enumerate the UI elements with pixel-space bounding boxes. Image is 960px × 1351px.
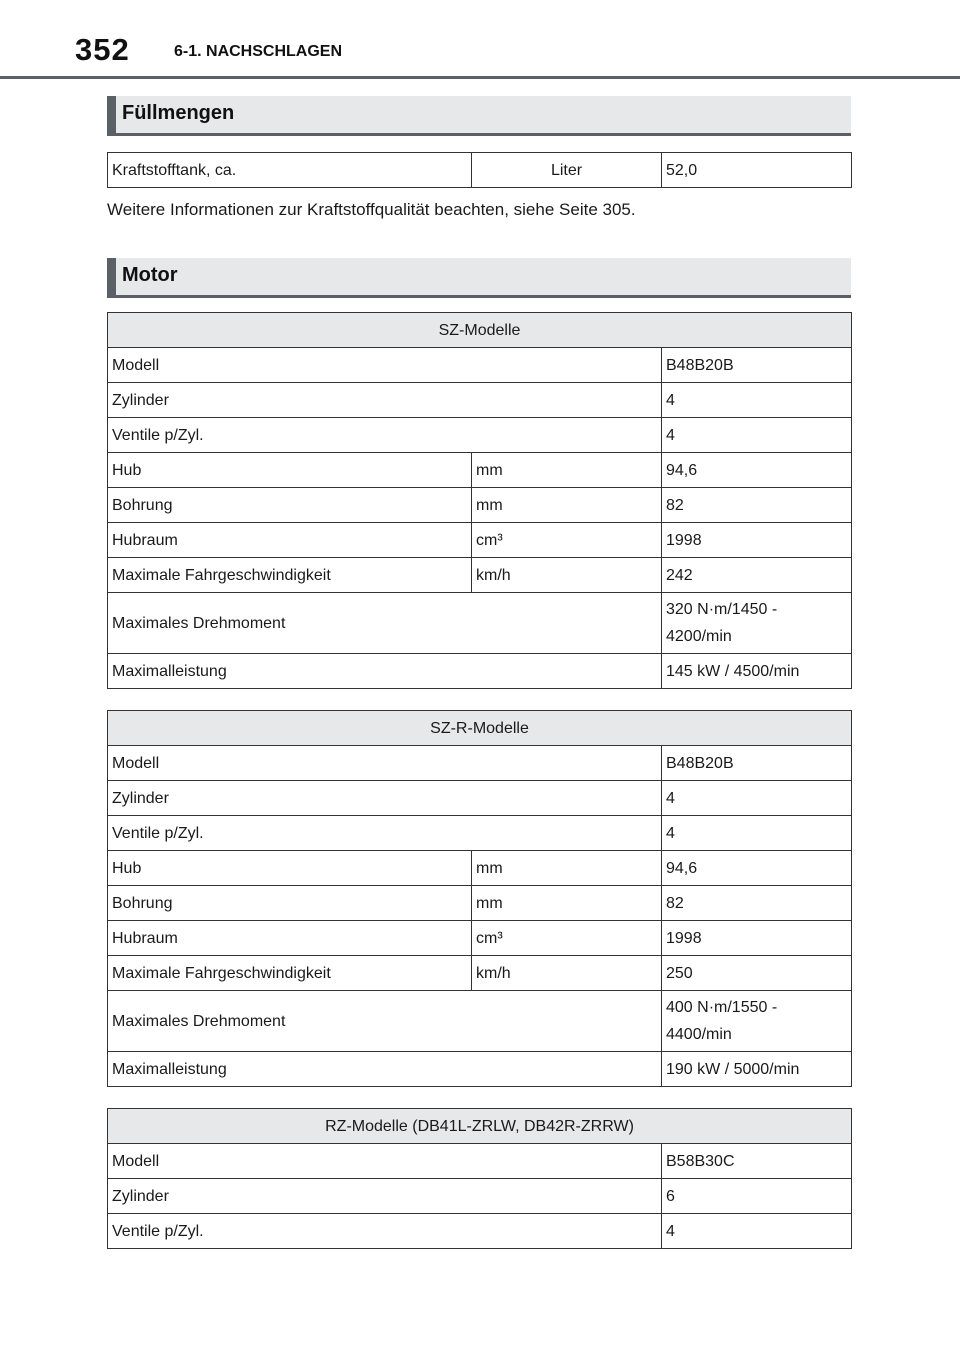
table-row <box>108 1144 852 1179</box>
row-label: Maximales Drehmoment <box>108 991 662 1052</box>
row-unit: cm³ <box>472 523 662 558</box>
table-row <box>108 418 852 453</box>
value-line: 400 N·m/1550 - <box>666 999 778 1016</box>
row-label: Modell <box>108 746 662 781</box>
row-value: 94,6 <box>662 851 852 886</box>
row-label: Hub <box>108 851 472 886</box>
row-value: B48B20B <box>662 348 852 383</box>
row-value: 52,0 <box>662 153 852 188</box>
table-row <box>108 746 852 781</box>
row-unit: km/h <box>472 956 662 991</box>
table-heading: RZ-Modelle (DB41L-ZRLW, DB42R-ZRRW) <box>108 1109 852 1144</box>
table-row <box>108 1214 852 1249</box>
row-value: 4 <box>662 816 852 851</box>
table-row <box>108 886 852 921</box>
row-unit: Liter <box>472 153 662 188</box>
engine-table-sz <box>107 312 852 689</box>
row-label: Zylinder <box>108 781 662 816</box>
table-row <box>108 558 852 593</box>
row-label: Maximalleistung <box>108 654 662 689</box>
row-label: Modell <box>108 1144 662 1179</box>
table-row <box>108 816 852 851</box>
table-row <box>108 593 852 654</box>
row-label: Ventile p/Zyl. <box>108 1214 662 1249</box>
row-unit: mm <box>472 851 662 886</box>
row-label: Bohrung <box>108 488 472 523</box>
section-heading-fuellmengen <box>107 96 851 136</box>
row-label: Kraftstofftank, ca. <box>108 153 472 188</box>
table-row <box>108 488 852 523</box>
row-label: Zylinder <box>108 383 662 418</box>
table-heading: SZ-Modelle <box>108 313 852 348</box>
table-row <box>108 781 852 816</box>
row-label: Maximale Fahrgeschwindigkeit <box>108 558 472 593</box>
section-title: Motor <box>122 264 178 286</box>
table-row <box>108 153 852 188</box>
row-label: Zylinder <box>108 1179 662 1214</box>
row-label: Maximalleistung <box>108 1052 662 1087</box>
table-row <box>108 383 852 418</box>
page-number: 352 <box>75 32 130 67</box>
row-value: 190 kW / 5000/min <box>662 1052 852 1087</box>
row-unit: mm <box>472 453 662 488</box>
table-heading: SZ-R-Modelle <box>108 711 852 746</box>
row-value: 4 <box>662 781 852 816</box>
row-value: 4 <box>662 418 852 453</box>
row-value: 82 <box>662 488 852 523</box>
table-row <box>108 956 852 991</box>
fuel-capacity-table <box>107 152 852 188</box>
value-line: 4400/min <box>666 1026 732 1043</box>
row-unit: km/h <box>472 558 662 593</box>
row-value: 1998 <box>662 921 852 956</box>
row-label: Hubraum <box>108 921 472 956</box>
row-value: 94,6 <box>662 453 852 488</box>
row-value: 82 <box>662 886 852 921</box>
value-line: 4200/min <box>666 628 732 645</box>
engine-table-rz <box>107 1108 852 1249</box>
table-row <box>108 654 852 689</box>
fuel-quality-note: Weitere Informationen zur Kraftstoffqualität beachten, siehe Seite 305. <box>107 200 636 219</box>
table-row <box>108 523 852 558</box>
row-unit: mm <box>472 886 662 921</box>
table-row <box>108 1052 852 1087</box>
header-rule <box>0 76 960 79</box>
table-row <box>108 991 852 1052</box>
row-label: Hub <box>108 453 472 488</box>
row-value: 145 kW / 4500/min <box>662 654 852 689</box>
page-header <box>0 0 960 80</box>
table-row <box>108 921 852 956</box>
section-accent <box>107 258 116 295</box>
chapter-title: 6-1. NACHSCHLAGEN <box>174 43 343 60</box>
row-label: Ventile p/Zyl. <box>108 816 662 851</box>
table-row <box>108 1179 852 1214</box>
row-label: Maximale Fahrgeschwindigkeit <box>108 956 472 991</box>
row-label: Hubraum <box>108 523 472 558</box>
table-row <box>108 851 852 886</box>
row-value: 250 <box>662 956 852 991</box>
section-title: Füllmengen <box>122 102 235 124</box>
row-label: Ventile p/Zyl. <box>108 418 662 453</box>
row-label: Modell <box>108 348 662 383</box>
engine-table-sz-r <box>107 710 852 1087</box>
table-row <box>108 348 852 383</box>
row-value: B48B20B <box>662 746 852 781</box>
table-row <box>108 453 852 488</box>
value-line: 320 N·m/1450 - <box>666 601 778 618</box>
row-value: 6 <box>662 1179 852 1214</box>
row-unit: cm³ <box>472 921 662 956</box>
row-label: Bohrung <box>108 886 472 921</box>
row-value: 4 <box>662 1214 852 1249</box>
row-value: 1998 <box>662 523 852 558</box>
row-value-multiline <box>662 593 852 654</box>
row-label: Maximales Drehmoment <box>108 593 662 654</box>
row-unit: mm <box>472 488 662 523</box>
row-value-multiline <box>662 991 852 1052</box>
row-value: 4 <box>662 383 852 418</box>
row-value: B58B30C <box>662 1144 852 1179</box>
section-heading-motor <box>107 258 851 298</box>
row-value: 242 <box>662 558 852 593</box>
section-accent <box>107 96 116 133</box>
